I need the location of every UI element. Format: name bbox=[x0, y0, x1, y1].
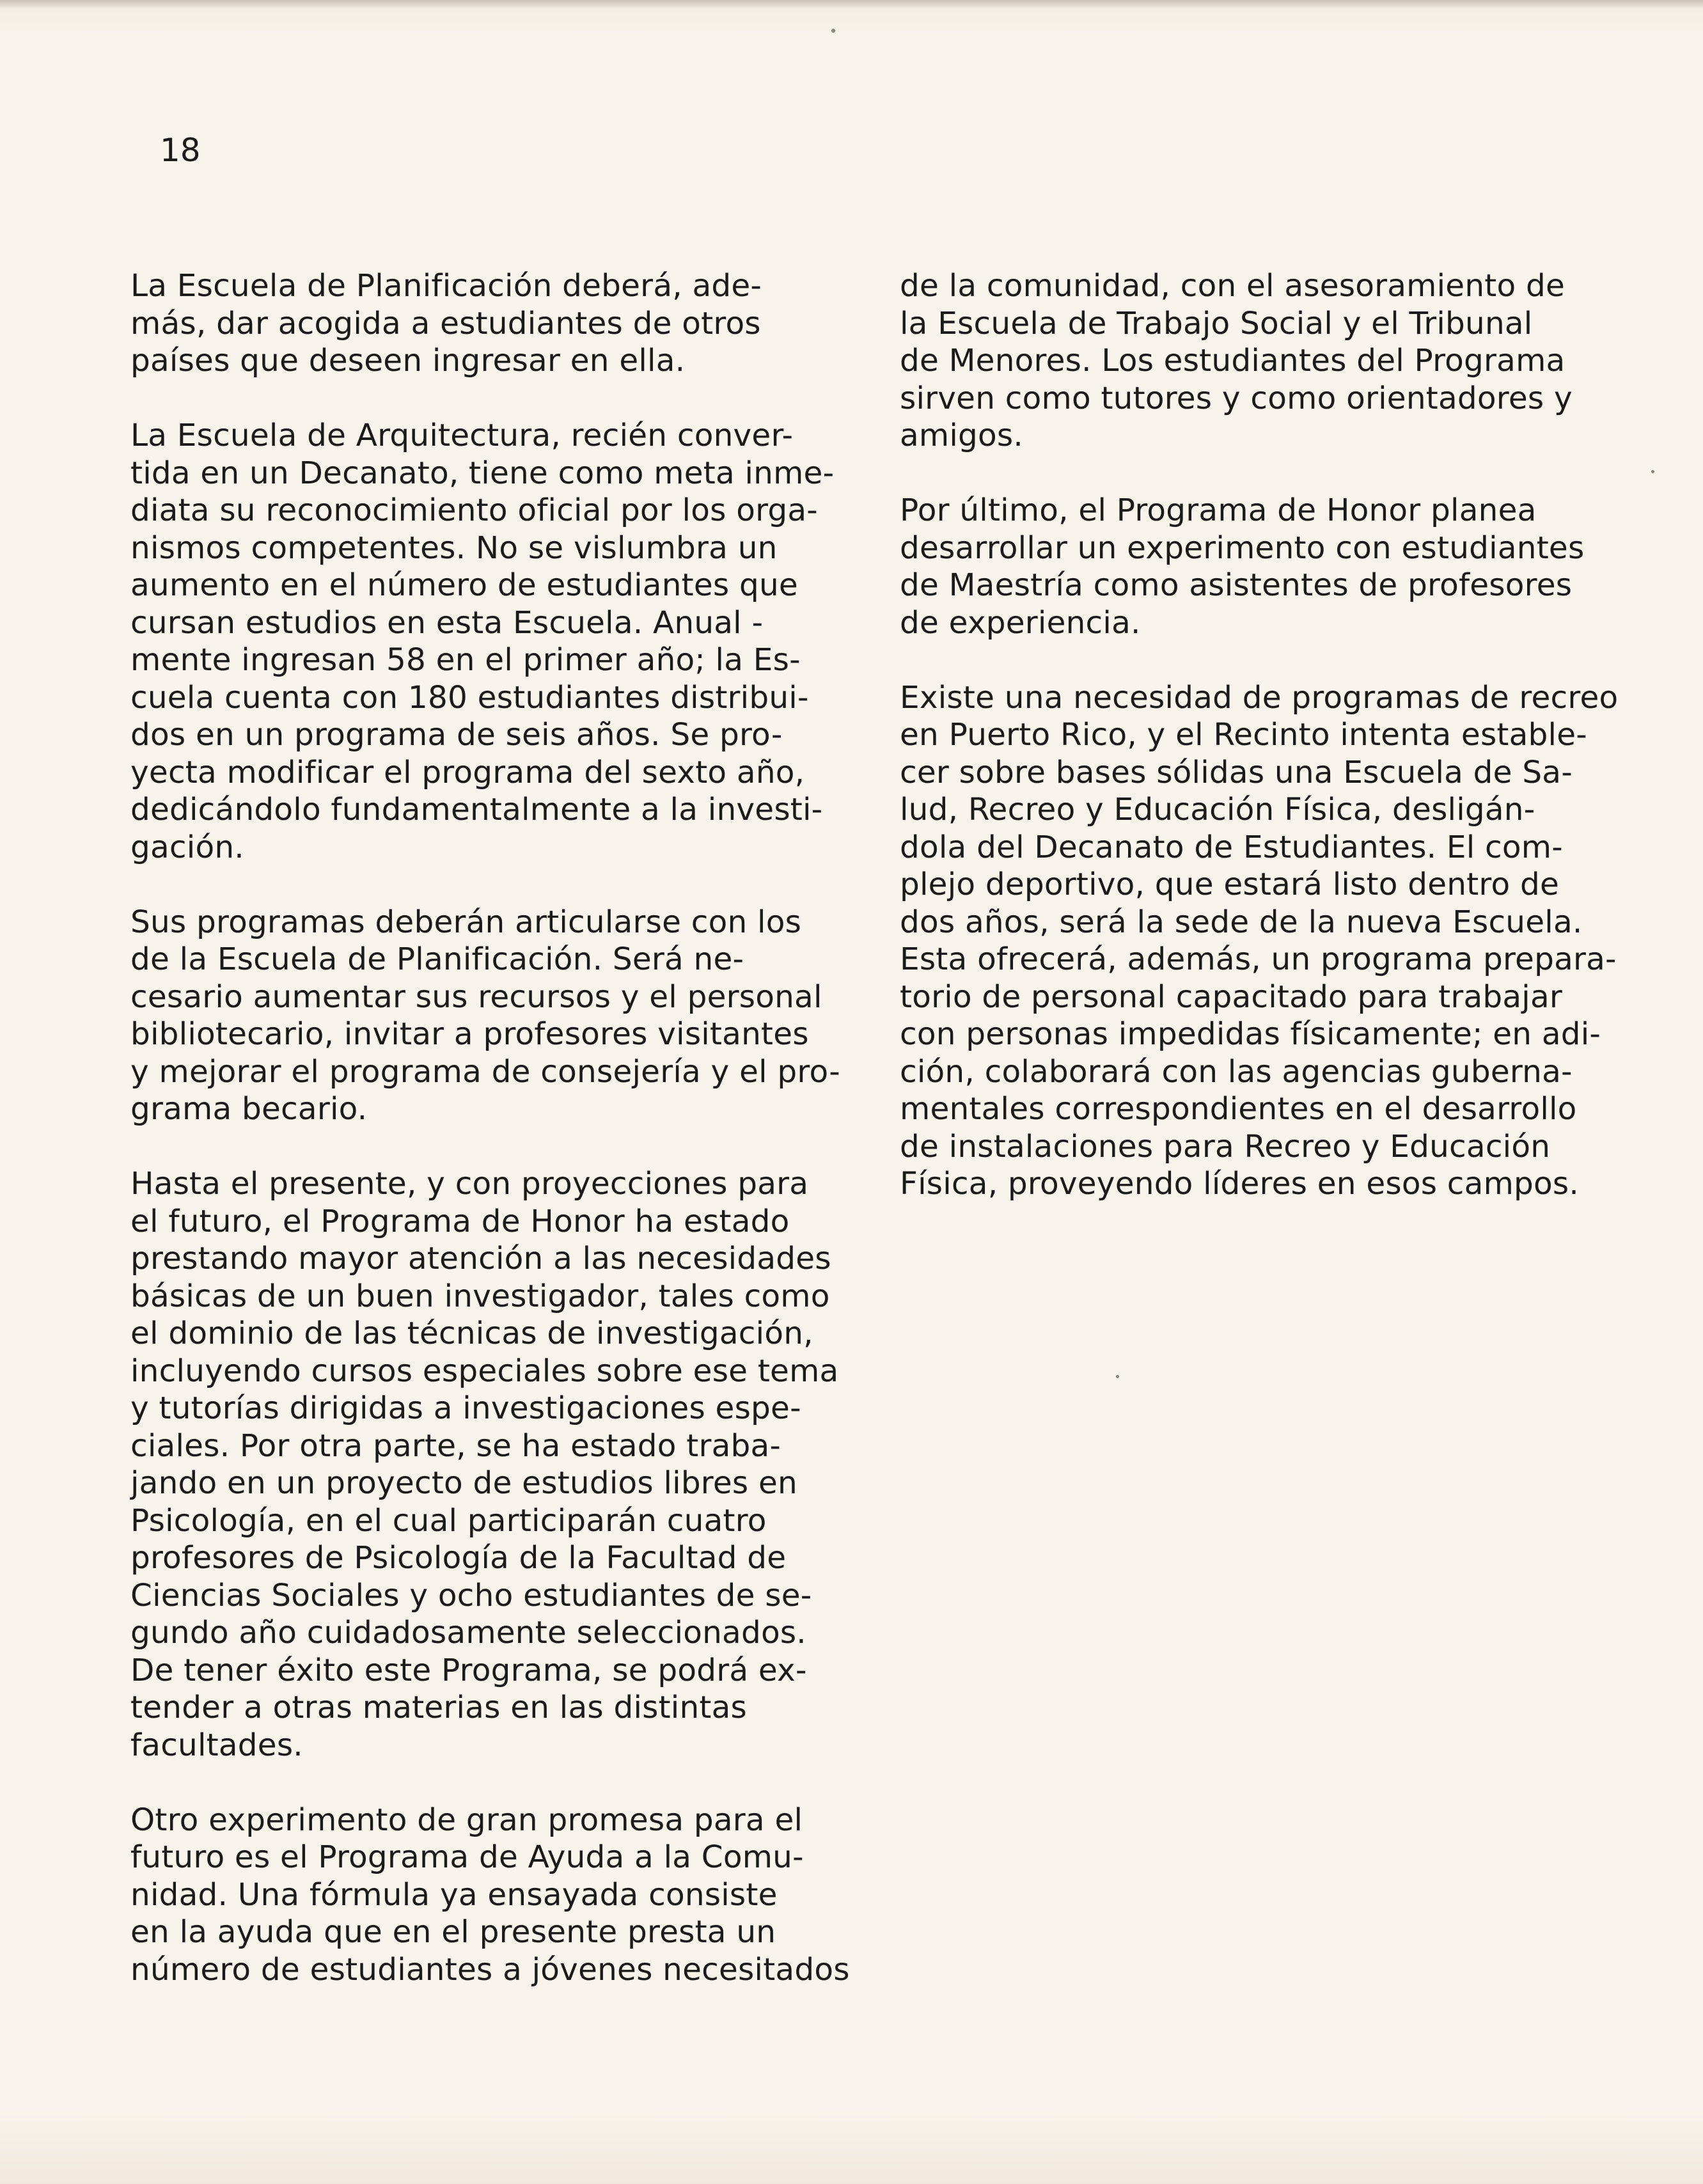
text-line: ciales. Por otra parte, se ha estado traba- bbox=[130, 1427, 781, 1464]
left-column-paragraph bbox=[130, 1802, 850, 1989]
text-line: Otro experimento de gran promesa para el bbox=[130, 1802, 803, 1838]
text-line: aumento en el número de estudiantes que bbox=[130, 567, 798, 603]
text-line: ción, colaborará con las agencias guberna- bbox=[900, 1053, 1573, 1090]
text-line: dos años, será la sede de la nueva Escuela. bbox=[900, 904, 1583, 940]
text-line: La Escuela de Arquitectura, recién conver- bbox=[130, 418, 794, 453]
page-number: 18 bbox=[160, 132, 201, 169]
text-line: bibliotecario, invitar a profesores visitantes bbox=[130, 1016, 809, 1052]
text-line: prestando mayor atención a las necesidades bbox=[130, 1241, 831, 1277]
text-line: básicas de un buen investigador, tales como bbox=[130, 1278, 830, 1314]
right-column-paragraph bbox=[900, 679, 1619, 1203]
text-line: tida en un Decanato, tiene como meta inme- bbox=[130, 455, 835, 491]
text-line: dos en un programa de seis años. Se pro- bbox=[130, 717, 783, 753]
paper-speck bbox=[1651, 470, 1654, 473]
right-text-column bbox=[900, 267, 1619, 1240]
left-column-paragraph bbox=[130, 1165, 839, 1764]
text-line: de instalaciones para Recreo y Educación bbox=[900, 1128, 1551, 1165]
text-line: de la Escuela de Planificación. Será ne- bbox=[130, 941, 744, 977]
text-line: cer sobre bases sólidas una Escuela de Sa- bbox=[900, 754, 1573, 790]
text-line: de Maestría como asistentes de profesores bbox=[900, 567, 1573, 603]
text-line: futuro es el Programa de Ayuda a la Comu- bbox=[130, 1839, 804, 1875]
text-line: torio de personal capacitado para trabajar bbox=[900, 978, 1563, 1015]
text-line: sirven como tutores y como orientadores y bbox=[900, 380, 1573, 416]
text-line: nismos competentes. No se vislumbra un bbox=[130, 530, 778, 566]
text-line: Sus programas deberán articularse con los bbox=[130, 904, 802, 940]
text-line: gundo año cuidadosamente seleccionados. bbox=[130, 1615, 806, 1651]
paper-speck bbox=[831, 29, 835, 33]
text-line: Existe una necesidad de programas de recreo bbox=[900, 679, 1619, 716]
text-line: Por último, el Programa de Honor planea bbox=[900, 492, 1537, 528]
text-line: La Escuela de Planificación deberá, ade- bbox=[130, 268, 762, 304]
text-line: en Puerto Rico, y el Recinto intenta estable- bbox=[900, 717, 1587, 753]
text-line: Ciencias Sociales y ocho estudiantes de se- bbox=[130, 1577, 812, 1614]
text-line: cuela cuenta con 180 estudiantes distribui- bbox=[130, 679, 809, 716]
text-line: jando en un proyecto de estudios libres en bbox=[130, 1465, 797, 1501]
text-line: Hasta el presente, y con proyecciones para bbox=[130, 1166, 809, 1202]
left-column-paragraph bbox=[130, 417, 835, 866]
text-line: el futuro, el Programa de Honor ha estado bbox=[130, 1203, 790, 1239]
left-column-paragraph bbox=[130, 904, 840, 1128]
text-line: yecta modificar el programa del sexto año, bbox=[130, 754, 805, 790]
text-line: Psicología, en el cual participarán cuatro bbox=[130, 1502, 767, 1539]
text-line: más, dar acogida a estudiantes de otros bbox=[130, 305, 761, 342]
text-line: de la comunidad, con el asesoramiento de bbox=[900, 268, 1565, 304]
text-line: dedicándolo fundamentalmente a la investi- bbox=[130, 792, 823, 828]
scan-edge-shadow bbox=[0, 0, 1703, 9]
text-line: grama becario. bbox=[130, 1091, 368, 1127]
text-line: mentales correspondientes en el desarrollo bbox=[900, 1091, 1577, 1127]
text-line: dola del Decanato de Estudiantes. El com- bbox=[900, 829, 1563, 865]
text-line: de Menores. Los estudiantes del Programa bbox=[900, 343, 1566, 379]
text-line: amigos. bbox=[900, 418, 1023, 453]
text-line: incluyendo cursos especiales sobre ese tema bbox=[130, 1353, 839, 1389]
text-line: profesores de Psicología de la Facultad de bbox=[130, 1540, 787, 1576]
text-line: y tutorías dirigidas a investigaciones espe- bbox=[130, 1390, 801, 1426]
text-line: diata su reconocimiento oficial por los orga- bbox=[130, 492, 818, 528]
text-line: Esta ofrecerá, además, un programa prepara- bbox=[900, 941, 1617, 977]
text-line: cursan estudios en esta Escuela. Anual - bbox=[130, 604, 764, 641]
text-line: el dominio de las técnicas de investigación, bbox=[130, 1316, 813, 1351]
text-line: países que deseen ingresar en ella. bbox=[130, 343, 686, 379]
text-line: mente ingresan 58 en el primer año; la Es- bbox=[130, 642, 801, 678]
text-line: gación. bbox=[130, 829, 244, 865]
text-line: en la ayuda que en el presente presta un bbox=[130, 1914, 776, 1950]
text-line: desarrollar un experimento con estudiantes bbox=[900, 530, 1585, 566]
text-line: y mejorar el programa de consejería y el pro- bbox=[130, 1053, 840, 1090]
left-column-paragraph bbox=[130, 267, 815, 380]
text-line: de experiencia. bbox=[900, 604, 1141, 641]
text-line: número de estudiantes a jóvenes necesitados bbox=[130, 1951, 850, 1988]
text-line: nidad. Una fórmula ya ensayada consiste bbox=[130, 1876, 778, 1913]
text-line: lud, Recreo y Educación Física, desligán- bbox=[900, 792, 1535, 828]
text-line: Física, proveyendo líderes en esos campos. bbox=[900, 1166, 1579, 1202]
text-line: facultades. bbox=[130, 1727, 303, 1763]
right-column-paragraph bbox=[900, 492, 1584, 641]
text-line: con personas impedidas físicamente; en adi- bbox=[900, 1016, 1601, 1052]
text-line: plejo deportivo, que estará listo dentro de bbox=[900, 867, 1559, 902]
text-line: tender a otras materias en las distintas bbox=[130, 1690, 748, 1725]
left-text-column bbox=[130, 267, 850, 2026]
paper-speck bbox=[1116, 1375, 1119, 1378]
text-line: cesario aumentar sus recursos y el personal bbox=[130, 978, 822, 1015]
text-line: la Escuela de Trabajo Social y el Tribunal bbox=[900, 305, 1533, 342]
right-column-paragraph bbox=[900, 267, 1584, 455]
text-line: De tener éxito este Programa, se podrá ex- bbox=[130, 1652, 807, 1688]
